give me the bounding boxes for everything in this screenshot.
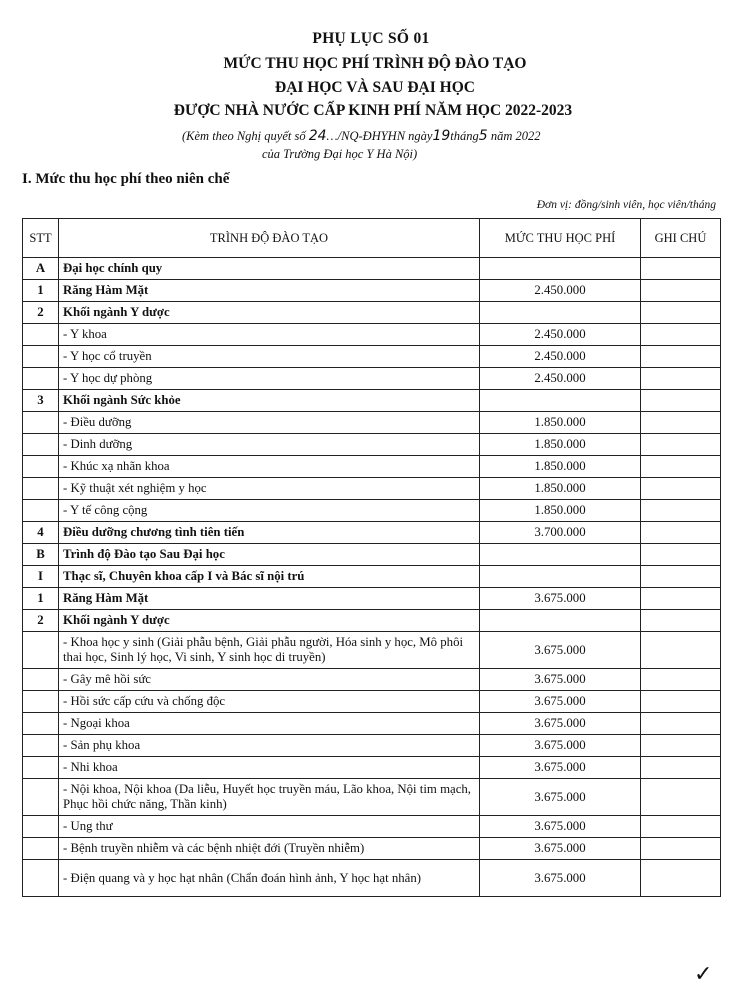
note-cell (641, 456, 721, 478)
ref-suffix: năm 2022 (487, 129, 541, 143)
table-row (23, 610, 721, 632)
fee-cell: 3.675.000 (480, 713, 641, 735)
fee-cell: 2.450.000 (480, 280, 641, 302)
table-row (23, 280, 721, 302)
fee-cell: 2.450.000 (480, 368, 641, 390)
note-cell (641, 434, 721, 456)
unit-note: Đơn vị: đồng/sinh viên, học viên/tháng (536, 199, 716, 211)
table-row (23, 368, 721, 390)
note-cell (641, 368, 721, 390)
stt-cell (23, 838, 59, 860)
table-row (23, 713, 721, 735)
table-body (23, 258, 721, 897)
table-row (23, 588, 721, 610)
ref-day: 19 (432, 128, 451, 144)
level-cell: - Ngoại khoa (59, 713, 480, 735)
issuer-line: của Trường Đại học Y Hà Nội) (262, 147, 418, 161)
table-row (23, 669, 721, 691)
ref-mid2: tháng (450, 129, 479, 143)
stt-cell: 4 (23, 522, 59, 544)
fee-cell (480, 544, 641, 566)
fee-cell: 1.850.000 (480, 478, 641, 500)
ref-mid1: …/NQ-ĐHYHN ngày (326, 129, 433, 143)
level-cell: - Khoa học y sinh (Giải phẫu bệnh, Giải phẫu người, Hóa sinh y học, Mô phôi thai học, Sinh lý học, Vi sinh, Y sinh học di truyền) (59, 632, 480, 669)
stt-cell: 3 (23, 390, 59, 412)
level-cell: - Y học cổ truyền (59, 346, 480, 368)
table-row (23, 544, 721, 566)
note-cell (641, 522, 721, 544)
fee-cell: 3.675.000 (480, 691, 641, 713)
tuition-table (22, 218, 721, 897)
header-level: TRÌNH ĐỘ ĐÀO TẠO (59, 219, 480, 258)
note-cell (641, 302, 721, 324)
stt-cell (23, 456, 59, 478)
level-cell: - Kỹ thuật xét nghiệm y học (59, 478, 480, 500)
fee-cell: 3.675.000 (480, 588, 641, 610)
fee-cell (480, 258, 641, 280)
level-cell: - Dinh dưỡng (59, 434, 480, 456)
note-cell (641, 757, 721, 779)
fee-cell: 3.675.000 (480, 816, 641, 838)
table-row (23, 838, 721, 860)
fee-cell: 1.850.000 (480, 434, 641, 456)
table-row (23, 456, 721, 478)
note-cell (641, 691, 721, 713)
table-row (23, 434, 721, 456)
doc-title-line-2: ĐẠI HỌC VÀ SAU ĐẠI HỌC (275, 79, 475, 96)
note-cell (641, 566, 721, 588)
doc-title-line-1: MỨC THU HỌC PHÍ TRÌNH ĐỘ ĐÀO TẠO (223, 55, 527, 72)
level-cell: - Gây mê hồi sức (59, 669, 480, 691)
fee-cell: 3.700.000 (480, 522, 641, 544)
checkmark-icon: ✓ (694, 962, 713, 987)
fee-cell: 3.675.000 (480, 838, 641, 860)
resolution-reference (182, 128, 540, 144)
level-cell: - Hồi sức cấp cứu và chống độc (59, 691, 480, 713)
stt-cell (23, 691, 59, 713)
note-cell (641, 390, 721, 412)
doc-title-line-3: ĐƯỢC NHÀ NƯỚC CẤP KINH PHÍ NĂM HỌC 2022-2023 (173, 102, 573, 119)
table-row (23, 324, 721, 346)
table-row (23, 691, 721, 713)
stt-cell (23, 324, 59, 346)
table-row (23, 860, 721, 897)
stt-cell (23, 816, 59, 838)
level-cell: Điều dưỡng chương tình tiên tiến (59, 522, 480, 544)
table-row (23, 302, 721, 324)
fee-cell: 1.850.000 (480, 412, 641, 434)
level-cell: - Y tế công cộng (59, 500, 480, 522)
table-row (23, 390, 721, 412)
stt-cell: 2 (23, 302, 59, 324)
level-cell: - Bệnh truyền nhiễm và các bệnh nhiệt đới (Truyền nhiễm) (59, 838, 480, 860)
table-row (23, 522, 721, 544)
appendix-title: PHỤ LỤC SỐ 01 (312, 30, 430, 47)
stt-cell (23, 346, 59, 368)
header-stt: STT (23, 219, 59, 258)
ref-prefix: (Kèm theo Nghị quyết số (182, 129, 309, 143)
fee-cell: 1.850.000 (480, 500, 641, 522)
note-cell (641, 478, 721, 500)
level-cell: - Điều dưỡng (59, 412, 480, 434)
section-title: I. Mức thu học phí theo niên chế (22, 171, 230, 187)
fee-cell: 2.450.000 (480, 346, 641, 368)
fee-cell: 3.675.000 (480, 757, 641, 779)
note-cell (641, 816, 721, 838)
stt-cell (23, 860, 59, 897)
note-cell (641, 632, 721, 669)
note-cell (641, 500, 721, 522)
fee-cell (480, 390, 641, 412)
level-cell: Thạc sĩ, Chuyên khoa cấp I và Bác sĩ nội trú (59, 566, 480, 588)
table-row (23, 757, 721, 779)
header-note: GHI CHÚ (641, 219, 721, 258)
table-row (23, 500, 721, 522)
level-cell: - Sản phụ khoa (59, 735, 480, 757)
table-row (23, 735, 721, 757)
level-cell: Khối ngành Sức khỏe (59, 390, 480, 412)
level-cell: - Y học dự phòng (59, 368, 480, 390)
level-cell: - Y khoa (59, 324, 480, 346)
level-cell: Răng Hàm Mặt (59, 588, 480, 610)
note-cell (641, 610, 721, 632)
note-cell (641, 713, 721, 735)
fee-cell: 2.450.000 (480, 324, 641, 346)
stt-cell (23, 478, 59, 500)
stt-cell (23, 500, 59, 522)
table-row (23, 779, 721, 816)
table-row (23, 632, 721, 669)
note-cell (641, 544, 721, 566)
level-cell: - Nội khoa, Nội khoa (Da liễu, Huyết học truyền máu, Lão khoa, Nội tim mạch, Phục hồi chức năng, Thần kinh) (59, 779, 480, 816)
stt-cell (23, 713, 59, 735)
note-cell (641, 324, 721, 346)
level-cell: - Điện quang và y học hạt nhân (Chẩn đoán hình ảnh, Y học hạt nhân) (59, 860, 480, 897)
stt-cell (23, 434, 59, 456)
table-row (23, 478, 721, 500)
level-cell: Khối ngành Y dược (59, 302, 480, 324)
fee-cell: 3.675.000 (480, 860, 641, 897)
ref-number: 24 (308, 128, 327, 144)
stt-cell: I (23, 566, 59, 588)
stt-cell (23, 368, 59, 390)
stt-cell (23, 632, 59, 669)
note-cell (641, 838, 721, 860)
stt-cell: 2 (23, 610, 59, 632)
note-cell (641, 280, 721, 302)
fee-cell: 3.675.000 (480, 669, 641, 691)
fee-cell: 3.675.000 (480, 779, 641, 816)
ref-month: 5 (478, 128, 488, 144)
stt-cell (23, 735, 59, 757)
table-row (23, 816, 721, 838)
level-cell: Răng Hàm Mặt (59, 280, 480, 302)
table-row (23, 258, 721, 280)
fee-cell: 3.675.000 (480, 632, 641, 669)
stt-cell (23, 757, 59, 779)
stt-cell (23, 669, 59, 691)
stt-cell: 1 (23, 588, 59, 610)
level-cell: - Nhi khoa (59, 757, 480, 779)
level-cell: Đại học chính quy (59, 258, 480, 280)
note-cell (641, 346, 721, 368)
table-row (23, 346, 721, 368)
note-cell (641, 735, 721, 757)
stt-cell (23, 779, 59, 816)
stt-cell: 1 (23, 280, 59, 302)
note-cell (641, 412, 721, 434)
stt-cell: B (23, 544, 59, 566)
level-cell: - Ung thư (59, 816, 480, 838)
level-cell: Khối ngành Y dược (59, 610, 480, 632)
fee-cell (480, 610, 641, 632)
note-cell (641, 588, 721, 610)
note-cell (641, 779, 721, 816)
table-header-row (23, 219, 721, 258)
fee-cell: 3.675.000 (480, 735, 641, 757)
note-cell (641, 258, 721, 280)
stt-cell (23, 412, 59, 434)
level-cell: - Khúc xạ nhãn khoa (59, 456, 480, 478)
header-fee: MỨC THU HỌC PHÍ (480, 219, 641, 258)
note-cell (641, 669, 721, 691)
level-cell: Trình độ Đào tạo Sau Đại học (59, 544, 480, 566)
note-cell (641, 860, 721, 897)
table-row (23, 412, 721, 434)
table-row (23, 566, 721, 588)
stt-cell: A (23, 258, 59, 280)
fee-cell: 1.850.000 (480, 456, 641, 478)
fee-cell (480, 302, 641, 324)
fee-cell (480, 566, 641, 588)
